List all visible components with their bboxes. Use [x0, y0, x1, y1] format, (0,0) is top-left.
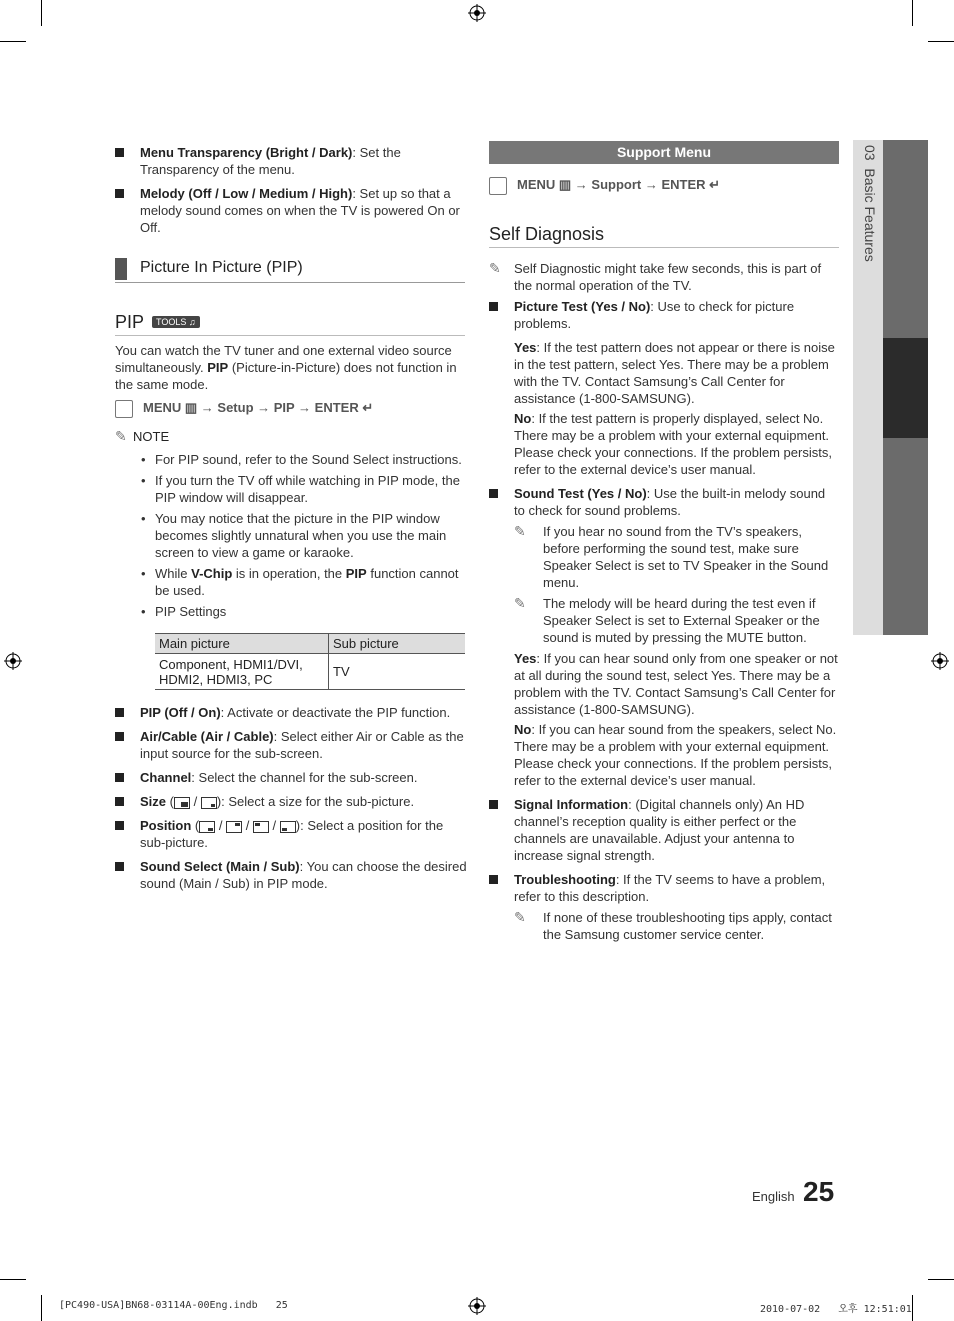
list-item: Sound Test (Yes / No): Use the built-in melody sound to check for sound problems.	[489, 485, 839, 519]
file-info: [PC490-USA]BN68-03114A-00Eng.indb 25	[59, 1300, 288, 1311]
pip-size-small-icon	[201, 797, 217, 809]
paragraph: No: If the test pattern is properly displayed, select No. There may be a problem with your external equipment. Please check your connections. If the problem persists, refer to the external device’s user manual.	[514, 411, 832, 477]
side-tab-block	[883, 140, 928, 338]
note-list	[115, 451, 467, 620]
footer-language: English	[752, 1189, 795, 1204]
table-header-row	[155, 634, 465, 654]
crop-mark	[928, 1279, 954, 1280]
list-item: • PIP Settings	[140, 603, 467, 620]
pip-body	[115, 342, 467, 624]
support-menu-bar: Support Menu	[489, 141, 839, 164]
pencil-icon: ✎	[115, 427, 127, 444]
pencil-icon: ✎	[514, 909, 526, 925]
registration-mark-icon	[931, 652, 949, 670]
note: ✎ Self Diagnostic might take few seconds, this is part of the normal operation of the TV.	[489, 260, 822, 293]
crop-mark	[928, 41, 954, 42]
support-menu-path: MENU ▥ → Support → ENTER ↵	[489, 176, 839, 195]
list-item: • For PIP sound, refer to the Sound Select instructions.	[140, 451, 467, 468]
side-tab-block	[883, 438, 928, 635]
registration-mark-icon	[468, 4, 486, 22]
list-item: Channel: Select the channel for the sub-screen.	[115, 769, 467, 786]
pip-intro: You can watch the TV tuner and one external video source simultaneously. PIP (Picture-in-Picture) does not function in the same mode.	[115, 343, 457, 392]
list-item: Position ( / / / ): Select a position for the sub-picture.	[115, 817, 467, 851]
pip-settings-table	[155, 633, 465, 690]
crop-mark	[0, 41, 26, 42]
list-item: Air/Cable (Air / Cable): Select either Air or Cable as the input source for the sub-screen.	[115, 728, 467, 762]
page-number: 25	[803, 1176, 835, 1207]
pencil-icon: ✎	[489, 260, 501, 276]
crop-mark	[41, 0, 42, 26]
list-item: Signal Information: (Digital channels only) An HD channel’s reception quality is either perfect or the channels are unavailable. Adjust your antenna to increase signal strength.	[489, 796, 839, 864]
pencil-icon: ✎	[514, 523, 526, 539]
crop-mark	[0, 1279, 26, 1280]
self-diagnosis-body	[489, 260, 839, 943]
remote-icon	[115, 400, 133, 418]
crop-mark	[912, 1295, 913, 1321]
list-item: Sound Select (Main / Sub): You can choose the desired sound (Main / Sub) in PIP mode.	[115, 858, 467, 892]
pip-heading-row	[115, 310, 465, 336]
table-row	[155, 654, 465, 690]
crop-mark	[912, 0, 913, 26]
registration-mark-icon	[468, 1297, 486, 1315]
list-item: Melody (Off / Low / Medium / High): Set up so that a melody sound comes on when the TV is powered On or Off.	[115, 185, 465, 236]
side-tab-label: 03 Basic Features	[862, 145, 878, 262]
timestamp: 2010-07-02 오후 12:51:01	[760, 1304, 912, 1315]
paragraph: Yes: If the test pattern does not appear or there is noise in the test pattern, select Yes. There may be a problem with the TV. Contact Samsung’s Call Center for assistance (1-800-SAMSUNG).	[514, 340, 835, 406]
remote-icon	[489, 177, 507, 195]
left-column	[115, 144, 465, 243]
section-header	[115, 258, 465, 283]
list-item: Troubleshooting: If the TV seems to have a problem, refer to this description.	[489, 871, 839, 905]
table-cell: TV	[333, 664, 350, 679]
tools-badge: TOOLS ♫	[152, 316, 200, 328]
list-item: • While V-Chip is in operation, the PIP function cannot be used.	[140, 565, 467, 599]
side-tab-active-block	[883, 338, 928, 438]
crop-mark	[41, 1295, 42, 1321]
table-header: Main picture	[155, 634, 329, 654]
note: ✎ The melody will be heard during the test even if Speaker Select is set to External Speaker or the sound is muted by pressing the MUTE button.	[514, 595, 820, 645]
section-title: Picture In Picture (PIP)	[140, 259, 303, 276]
list-item: Size ( / ): Select a size for the sub-picture.	[115, 793, 467, 810]
list-item: PIP (Off / On): Activate or deactivate the PIP function.	[115, 704, 467, 721]
pip-position-bottom-right-icon	[199, 821, 215, 833]
self-diagnosis-title: Self Diagnosis	[489, 224, 839, 248]
list-item: Picture Test (Yes / No): Use to check for picture problems.	[489, 298, 839, 332]
note: ✎ If none of these troubleshooting tips apply, contact the Samsung customer service center.	[514, 909, 832, 942]
registration-mark-icon	[4, 652, 22, 670]
pip-heading: PIP	[115, 312, 145, 332]
list-item: Menu Transparency (Bright / Dark): Set the Transparency of the menu.	[115, 144, 465, 178]
menu-path: MENU ▥ → Setup → PIP → ENTER ↵	[115, 399, 467, 418]
list-item: • If you turn the TV off while watching in PIP mode, the PIP window will disappear.	[140, 472, 467, 506]
pip-options	[115, 704, 467, 899]
pip-size-large-icon	[174, 797, 190, 809]
section-marker	[115, 258, 127, 280]
note: ✎ If you hear no sound from the TV’s speakers, before performing the sound test, make sure Speaker Select is set to TV Speaker in the Sound menu.	[514, 523, 829, 590]
pencil-icon: ✎	[514, 595, 526, 611]
table-header: Sub picture	[333, 636, 399, 651]
table-cell: Component, HDMI1/DVI, HDMI2, HDMI3, PC	[155, 654, 329, 690]
pip-position-bottom-left-icon	[280, 821, 296, 833]
paragraph: Yes: If you can hear sound only from one speaker or not at all during the sound test, select Yes. There may be a problem with the TV. Contact Samsung’s Call Center for assistance (1-800-SAMSUNG).	[514, 651, 838, 717]
note-header: ✎ NOTE	[115, 427, 170, 444]
paragraph: No: If you can hear sound from the speakers, select No. There may be a problem with your external equipment. Please check your connections. If the problem persists, refer to the external device’s user manual.	[514, 722, 837, 788]
pip-position-top-right-icon	[226, 821, 242, 833]
list-item: • You may notice that the picture in the PIP window becomes slightly unnatural when you use the main screen to view a game or karaoke.	[140, 510, 467, 561]
pip-position-top-left-icon	[253, 821, 269, 833]
